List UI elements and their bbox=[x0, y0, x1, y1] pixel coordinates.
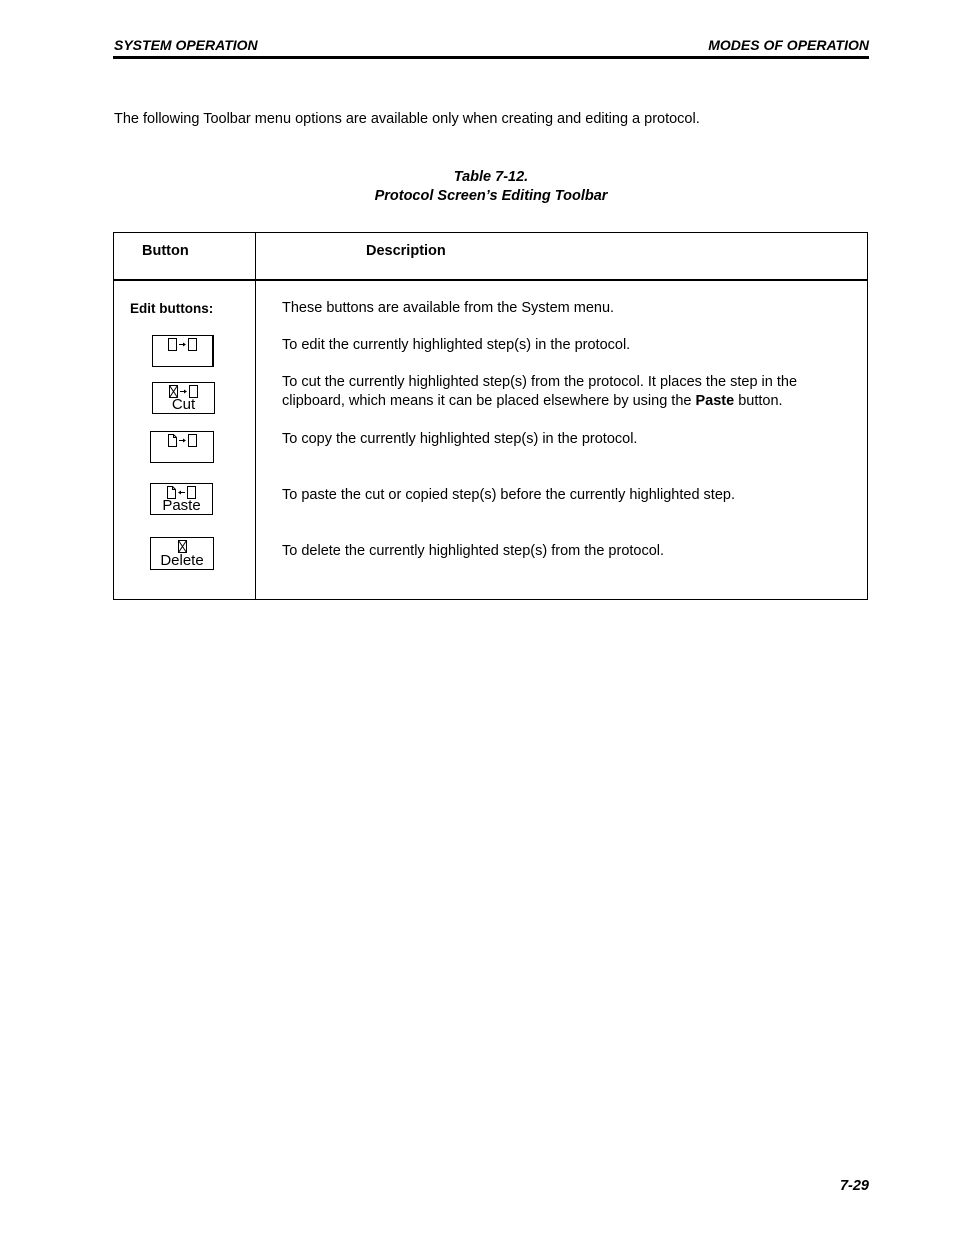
edit-buttons-label: Edit buttons: bbox=[130, 301, 214, 316]
row-delete-description: To delete the currently highlighted step(s) from the protocol. bbox=[282, 543, 665, 559]
document-icon bbox=[168, 434, 177, 447]
header-rule bbox=[113, 56, 869, 59]
row-cut-description bbox=[282, 373, 852, 411]
editing-toolbar-table bbox=[113, 232, 868, 600]
row-copy-description: To copy the currently highlighted step(s) in the protocol. bbox=[282, 431, 638, 447]
page-number: 7-29 bbox=[839, 1178, 869, 1194]
copy-icon bbox=[151, 434, 213, 450]
paste-reference-bold: Paste bbox=[695, 393, 735, 409]
delete-button-label: Delete bbox=[160, 552, 204, 569]
header-section-title: SYSTEM OPERATION bbox=[114, 37, 258, 53]
table-caption-title: Protocol Screen’s Editing Toolbar bbox=[374, 188, 608, 204]
arrow-left-icon bbox=[178, 489, 185, 496]
header-chapter-title: MODES OF OPERATION bbox=[708, 37, 869, 53]
header-divider bbox=[114, 279, 867, 281]
row-paste-description: To paste the cut or copied step(s) before the currently highlighted step. bbox=[282, 487, 735, 503]
intro-paragraph: The following Toolbar menu options are available only when creating and editing a protocol. bbox=[114, 111, 700, 127]
table-caption bbox=[113, 168, 869, 206]
delete-button[interactable] bbox=[150, 537, 214, 570]
paste-button-label: Paste bbox=[162, 497, 201, 514]
row-edit-description: To edit the currently highlighted step(s) in the protocol. bbox=[282, 337, 631, 353]
column-header-description: Description bbox=[366, 243, 446, 259]
arrow-right-icon bbox=[179, 437, 186, 444]
arrow-right-icon bbox=[180, 388, 187, 395]
cut-description-tail: button. bbox=[734, 393, 783, 409]
column-divider bbox=[255, 233, 256, 599]
copy-button[interactable] bbox=[150, 431, 214, 463]
column-header-button: Button bbox=[142, 243, 189, 259]
source-box-icon bbox=[168, 338, 177, 351]
paste-button[interactable] bbox=[150, 483, 213, 515]
arrow-right-icon bbox=[179, 341, 186, 348]
edit-button[interactable] bbox=[152, 335, 214, 367]
row-system-menu-description: These buttons are available from the System menu. bbox=[282, 300, 615, 316]
target-box-icon bbox=[188, 338, 197, 351]
cut-button-label: Cut bbox=[171, 396, 196, 413]
clipboard-box-icon bbox=[188, 434, 197, 447]
table-caption-number: Table 7-12. bbox=[453, 169, 529, 185]
edit-icon bbox=[153, 338, 212, 354]
cut-description-text: To cut the currently highlighted step(s) from the protocol. It places the step in the clipboard, which means it can be placed elsewhere by using the bbox=[282, 374, 798, 409]
cut-button[interactable] bbox=[152, 382, 215, 414]
